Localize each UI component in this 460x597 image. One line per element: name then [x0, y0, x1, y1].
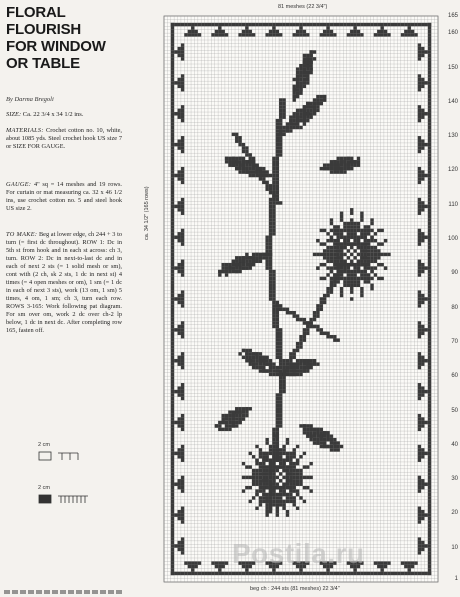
gauge-text: 4" sq = 14 meshes and 19 rows. For curtain or mat measuring ca. 32 x 46 1/2 ins, use crochet cotton no. 5 and steel hook US size 2.	[6, 181, 122, 212]
row-number: 100	[447, 236, 458, 242]
title-line: FLOURISH	[6, 21, 82, 38]
row-number: 1	[454, 575, 458, 582]
crochet-chart	[144, 0, 460, 597]
instructions-paragraph	[6, 231, 122, 335]
legend-label-open: 2 cm	[38, 442, 50, 448]
gauge-lead: GAUGE:	[6, 181, 32, 188]
materials-paragraph	[6, 127, 122, 151]
pattern-text-column	[0, 0, 130, 597]
solid-mesh-symbol-icon	[38, 494, 108, 503]
row-number: 30	[451, 476, 458, 483]
filet-grid	[150, 0, 460, 597]
chart-top-label: 81 meshes (22 3/4")	[278, 4, 328, 10]
row-number: 110	[448, 201, 458, 208]
page-title	[6, 4, 128, 72]
row-number: 20	[451, 510, 458, 517]
size-text: Ca. 22 3/4 x 34 1/2 ins.	[22, 111, 84, 118]
legend-label-solid: 2 cm	[38, 485, 50, 491]
gauge-paragraph	[6, 181, 122, 213]
chart-side-label: ca. 34 1/2" (165 rows)	[144, 186, 150, 240]
materials-text: Crochet cotton no. 10, white, about 1085 yds. Steel crochet hook US size 7 or SIZE FOR GAUGE.	[6, 127, 123, 150]
footer-strip	[4, 590, 124, 594]
row-number: 140	[447, 98, 458, 105]
open-mesh-symbol-icon	[38, 451, 108, 460]
row-number: 130	[447, 133, 458, 140]
row-number: 60	[451, 373, 458, 380]
row-number: 120	[447, 167, 458, 174]
row-number: 50	[451, 407, 458, 414]
chart-bottom-label: beg ch : 244 sts (81 meshes) 22 3/4"	[250, 586, 340, 592]
row-number: 165	[447, 13, 458, 19]
row-number: 70	[451, 338, 458, 345]
materials-lead: MATERIALS:	[6, 127, 44, 134]
row-number: 40	[451, 441, 458, 448]
instructions-lead: TO MAKE:	[6, 231, 38, 238]
byline: By Darma Bregoli	[6, 96, 54, 103]
title-line: FLORAL	[6, 4, 66, 21]
row-number: 150	[447, 64, 458, 71]
row-number: 80	[451, 304, 458, 311]
row-number: 160	[447, 30, 458, 37]
row-number: 90	[451, 270, 458, 277]
row-number: 10	[451, 544, 458, 551]
instructions-text: Beg at lower edge, ch 244 + 3 to turn (= first dc throughout). ROW 1: Dc in 5th st from hook and in each st across: ch 3, turn. ROW 2: Dc in next-to-last dc and in each of next 2 sts (= 1 solid mesh or sm), cont with (2 ch, sk 2 sts, 1 dc in next st) 4 times (= 4 open meshes or om), 1 sm (= 1 dc in each of next 3 sts), work (13 om, 1 sm) 5 times, 4 om, 1 sm; ch 3, turn each row. ROWS 3-165: Work following pat diagram. For sm over om, work 2 dc over ch-2 lp below, 1 dc in next dc. After completing row 165, fasten off.	[6, 231, 122, 334]
watermark: Postila.ru	[232, 538, 365, 569]
title-line: OR TABLE	[6, 55, 80, 72]
size-lead: SIZE:	[6, 111, 22, 118]
size-line	[6, 111, 128, 119]
title-line: FOR WINDOW	[6, 38, 106, 55]
